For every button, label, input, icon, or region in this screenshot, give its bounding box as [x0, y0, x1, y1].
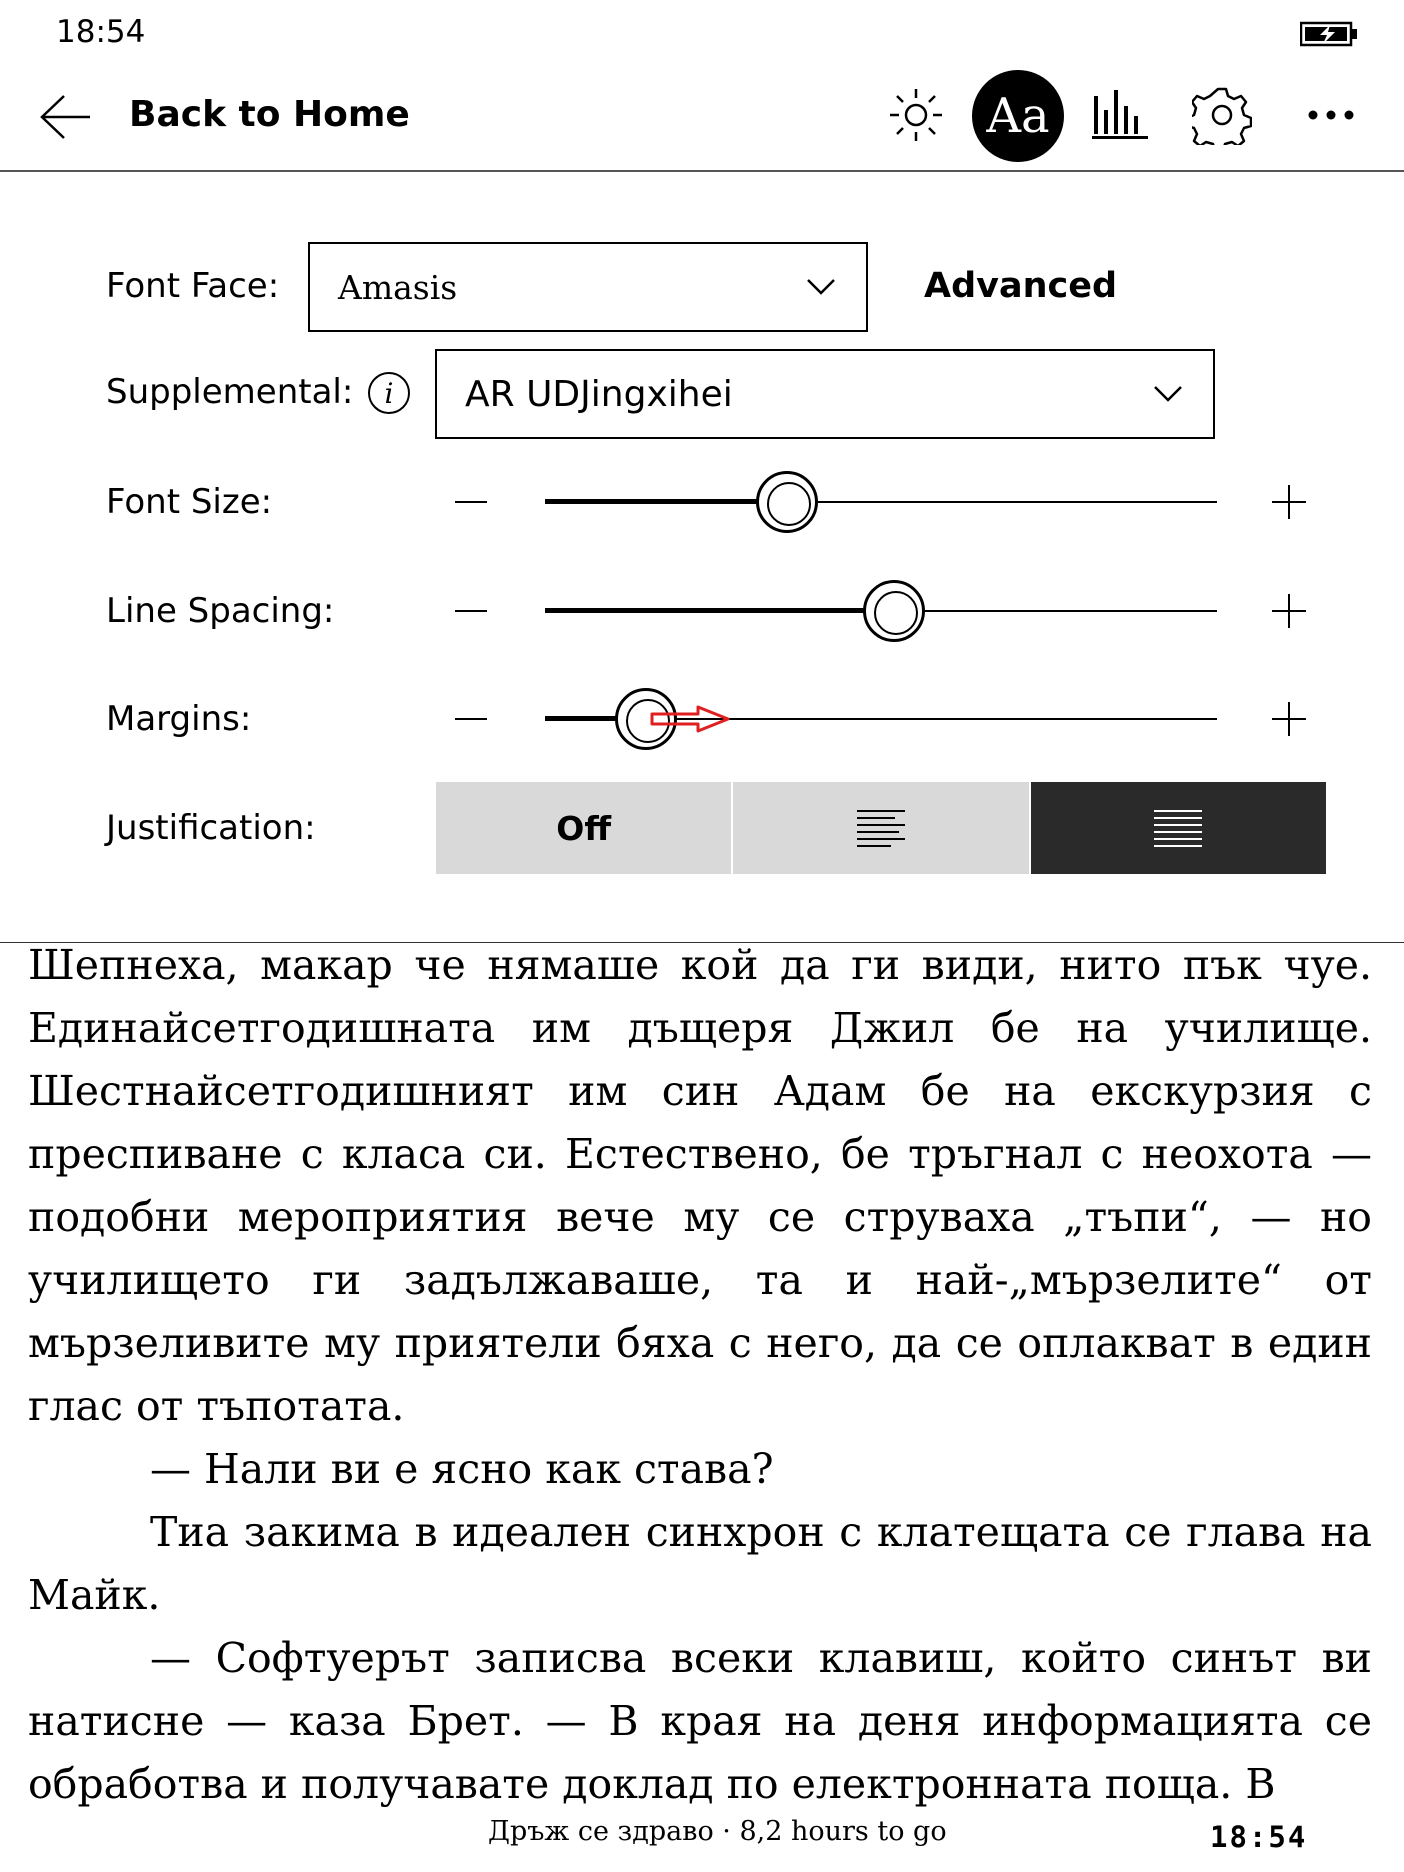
line-spacing-decrease-button[interactable] — [455, 610, 487, 612]
back-to-home-link[interactable]: Back to Home — [129, 94, 410, 135]
top-toolbar — [0, 60, 1404, 172]
line-spacing-slider-fill — [545, 608, 894, 613]
status-time: 18:54 — [56, 14, 146, 50]
supplemental-dropdown[interactable] — [435, 349, 1215, 439]
font-face-label: Font Face: — [106, 266, 280, 306]
advanced-button[interactable]: Advanced — [924, 266, 1118, 306]
arrow-left-icon[interactable] — [38, 92, 92, 142]
font-size-label: Font Size: — [106, 482, 273, 522]
paragraph: Тиа закима в идеален синхрон с клатещата се глава на Майк. — [28, 1508, 1372, 1619]
brightness-icon[interactable] — [886, 85, 946, 145]
reading-stats-icon[interactable] — [1090, 88, 1150, 142]
chevron-down-icon — [806, 278, 836, 296]
font-settings-button[interactable]: Aa — [972, 70, 1064, 162]
font-size-slider-handle[interactable] — [756, 471, 818, 533]
paragraph: — Нали ви е ясно как става? — [150, 1445, 774, 1493]
justification-toggle-group — [436, 782, 1326, 874]
book-progress: Дръж се здраво · 8,2 hours to go — [488, 1816, 947, 1847]
font-size-decrease-button[interactable] — [455, 501, 487, 503]
justification-left-button[interactable] — [733, 782, 1028, 874]
line-spacing-label: Line Spacing: — [106, 591, 335, 631]
justification-label: Justification: — [106, 808, 316, 848]
align-left-icon — [855, 808, 907, 848]
footer-time: 18:54 — [1210, 1820, 1308, 1854]
paragraph: — Софтуерът записва всеки клавиш, който синът ви натисне — каза Брет. — В края на деня информацията се обработва и получавате доклад по електронната поща. В — [28, 1634, 1372, 1808]
align-justify-icon — [1152, 808, 1204, 848]
arrow-right-icon — [650, 705, 730, 733]
battery-charging-icon — [1300, 20, 1358, 48]
margins-increase-button[interactable] — [1272, 702, 1306, 736]
paragraph: Шепнеха, макар че нямаше кой да ги види, нито пък чуе. Единайсетгодишната им дъщеря Джил бе на училище. Шестнайсетгодишният им син Адам бе на екскурзия с преспиване с класа си. Естествено, бе тръгнал с неохота — подобни мероприятия вече му се струваха „тъпи“, — но училището ги задължаваше, та и най-„мързелите“ от мързеливите му приятели бяха с него, да се оплакват в един глас от тъпотата. — [28, 941, 1372, 1430]
more-icon[interactable] — [1306, 105, 1356, 125]
chevron-down-icon — [1153, 385, 1183, 403]
font-settings-panel — [0, 172, 1404, 942]
gear-icon[interactable] — [1192, 85, 1252, 145]
margins-label: Margins: — [106, 699, 252, 739]
justification-full-button[interactable] — [1031, 782, 1326, 874]
font-face-dropdown[interactable] — [308, 242, 868, 332]
font-size-increase-button[interactable] — [1272, 485, 1306, 519]
line-spacing-increase-button[interactable] — [1272, 594, 1306, 628]
book-text[interactable] — [28, 934, 1372, 1808]
font-face-value: Amasis — [338, 267, 458, 307]
supplemental-value: AR UDJingxihei — [465, 373, 733, 415]
font-size-slider-fill — [545, 499, 787, 504]
justification-off-button[interactable]: Off — [436, 782, 731, 874]
margins-decrease-button[interactable] — [455, 718, 487, 720]
line-spacing-slider-handle[interactable] — [863, 580, 925, 642]
info-icon[interactable]: i — [368, 372, 410, 414]
supplemental-label: Supplemental: — [106, 372, 354, 412]
